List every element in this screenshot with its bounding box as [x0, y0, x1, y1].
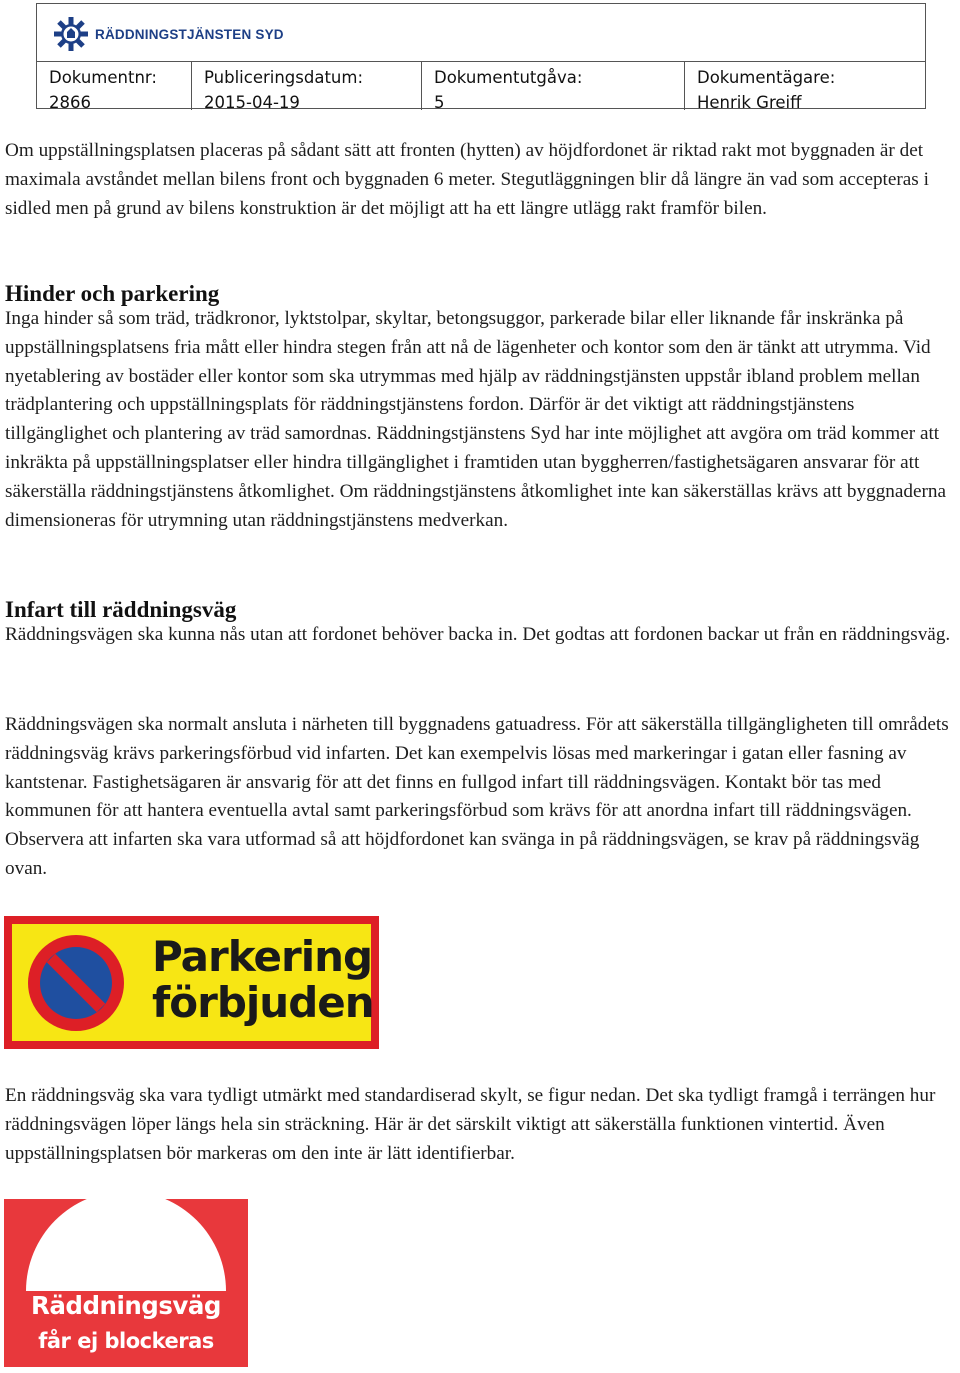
organization-logo: [53, 16, 284, 52]
publish-date-cell: [192, 61, 422, 110]
field-value: 5: [434, 93, 445, 112]
document-edition-cell: [422, 61, 685, 110]
field-value: 2866: [49, 93, 91, 112]
intro-paragraph: Om uppställningsplatsen placeras på sådant sätt att fronten (hytten) av höjdfordonet är riktad rakt mot byggnaden är det maximala avståndet mellan bilens front och byggnaden 6 meter. Stegutläggningen blir då längre än vad som accepteras i sidled men på grund av bilens konstruktion är det möjligt att ha ett längre utlägg rakt framför bilen.: [5, 140, 929, 219]
section-heading-obstacles: Hinder och parkering: [5, 281, 220, 306]
sign-line-1: Parkering: [152, 932, 373, 981]
document-number-cell: [37, 61, 192, 110]
no-parking-icon: [26, 933, 126, 1033]
access-paragraph-2: Räddningsvägen ska normalt ansluta i närheten till byggnadens gatuadress. För att säkerställa tillgängligheten till områdets räddningsväg krävs parkeringsförbud vid infarten. Det kan exempelvis lösas med markeringar i gatan eller fasning av kantstenar. Fastighetsägaren är ansvarig för att det finns en fullgod infart till räddningsvägen. Kontakt bör tas med kommunen för att hantera eventuella avtal samt parkeringsförbud som krävs för att anordna infart till räddningsvägen. Observera att infarten ska vara utformad så att höjdfordonet kan svänga in på räddningsvägen, se krav på räddningsväg ovan.: [5, 714, 949, 879]
field-value: 2015-04-19: [204, 93, 300, 112]
rescue-road-sign: [4, 1199, 248, 1367]
sign-line-2: förbjuden: [152, 978, 374, 1027]
no-parking-sign-text: [152, 934, 374, 1026]
logo-text: RÄDDNINGSTJÄNSTEN SYD: [95, 26, 284, 42]
access-paragraph-1: Räddningsvägen ska kunna nås utan att fordonet behöver backa in. Det godtas att fordonen backar ut från en räddningsväg.: [5, 624, 951, 645]
rescue-road-sign-line-1: Räddningsväg: [31, 1291, 221, 1320]
no-parking-sign: [4, 916, 379, 1049]
signage-paragraph: En räddningsväg ska vara tydligt utmärkt med standardiserad skylt, se figur nedan. Det ska tydligt framgå i terrängen hur räddningsvägen löper längs hela sin sträckning. Här är det särskilt viktigt att säkerställa funktionen vintertid. Även uppställningsplatsen bör markeras om den inte är lätt identifierbar.: [5, 1085, 936, 1164]
document-owner-cell: [685, 61, 925, 110]
no-parking-sign-panel: [12, 924, 374, 1041]
document-header: [36, 3, 926, 112]
header-logo-row: [37, 4, 925, 62]
section-heading-access: Infart till räddningsväg: [5, 597, 237, 622]
field-label: Dokumentnr:: [49, 68, 157, 87]
obstacles-paragraph: Inga hinder så som träd, trädkronor, lyktstolpar, skyltar, betongsuggor, parkerade bilar eller liknande får inskränka på uppställningsplatsens fria mått eller hindra stegen från att nå de lägenheter och kontor som den är tänkt att utrymma. Vid nyetablering av bostäder eller kontor som ska utrymmas med hjälp av räddningstjänsten uppstår ibland problem mellan trädplantering och uppställningsplats för räddningstjänstens fordon. Därför är det viktigt att räddningstjänstens tillgänglighet och plantering av träd samordnas. Räddningstjänstens Syd har inte möjlighet att avgöra om träd kommer att inkräkta på uppställningsplatser eller hindra tillgänglighet i framtiden utan byggherren/fastighetsägaren ansvarar för att säkerställa räddningstjänstens åtkomlighet. Om räddningstjänstens åtkomlighet inte kan säkerställas krävs att byggnaderna dimensioneras för utrymning utan räddningstjänstens medverkan.: [5, 308, 947, 531]
field-label: Publiceringsdatum:: [204, 68, 364, 87]
field-label: Dokumentägare:: [697, 68, 836, 87]
field-label: Dokumentutgåva:: [434, 68, 583, 87]
field-value: Henrik Greiff: [697, 93, 802, 112]
metadata-row: [37, 61, 925, 110]
rescue-road-sign-line-2: får ej blockeras: [38, 1329, 214, 1353]
emblem-icon: [53, 16, 89, 52]
